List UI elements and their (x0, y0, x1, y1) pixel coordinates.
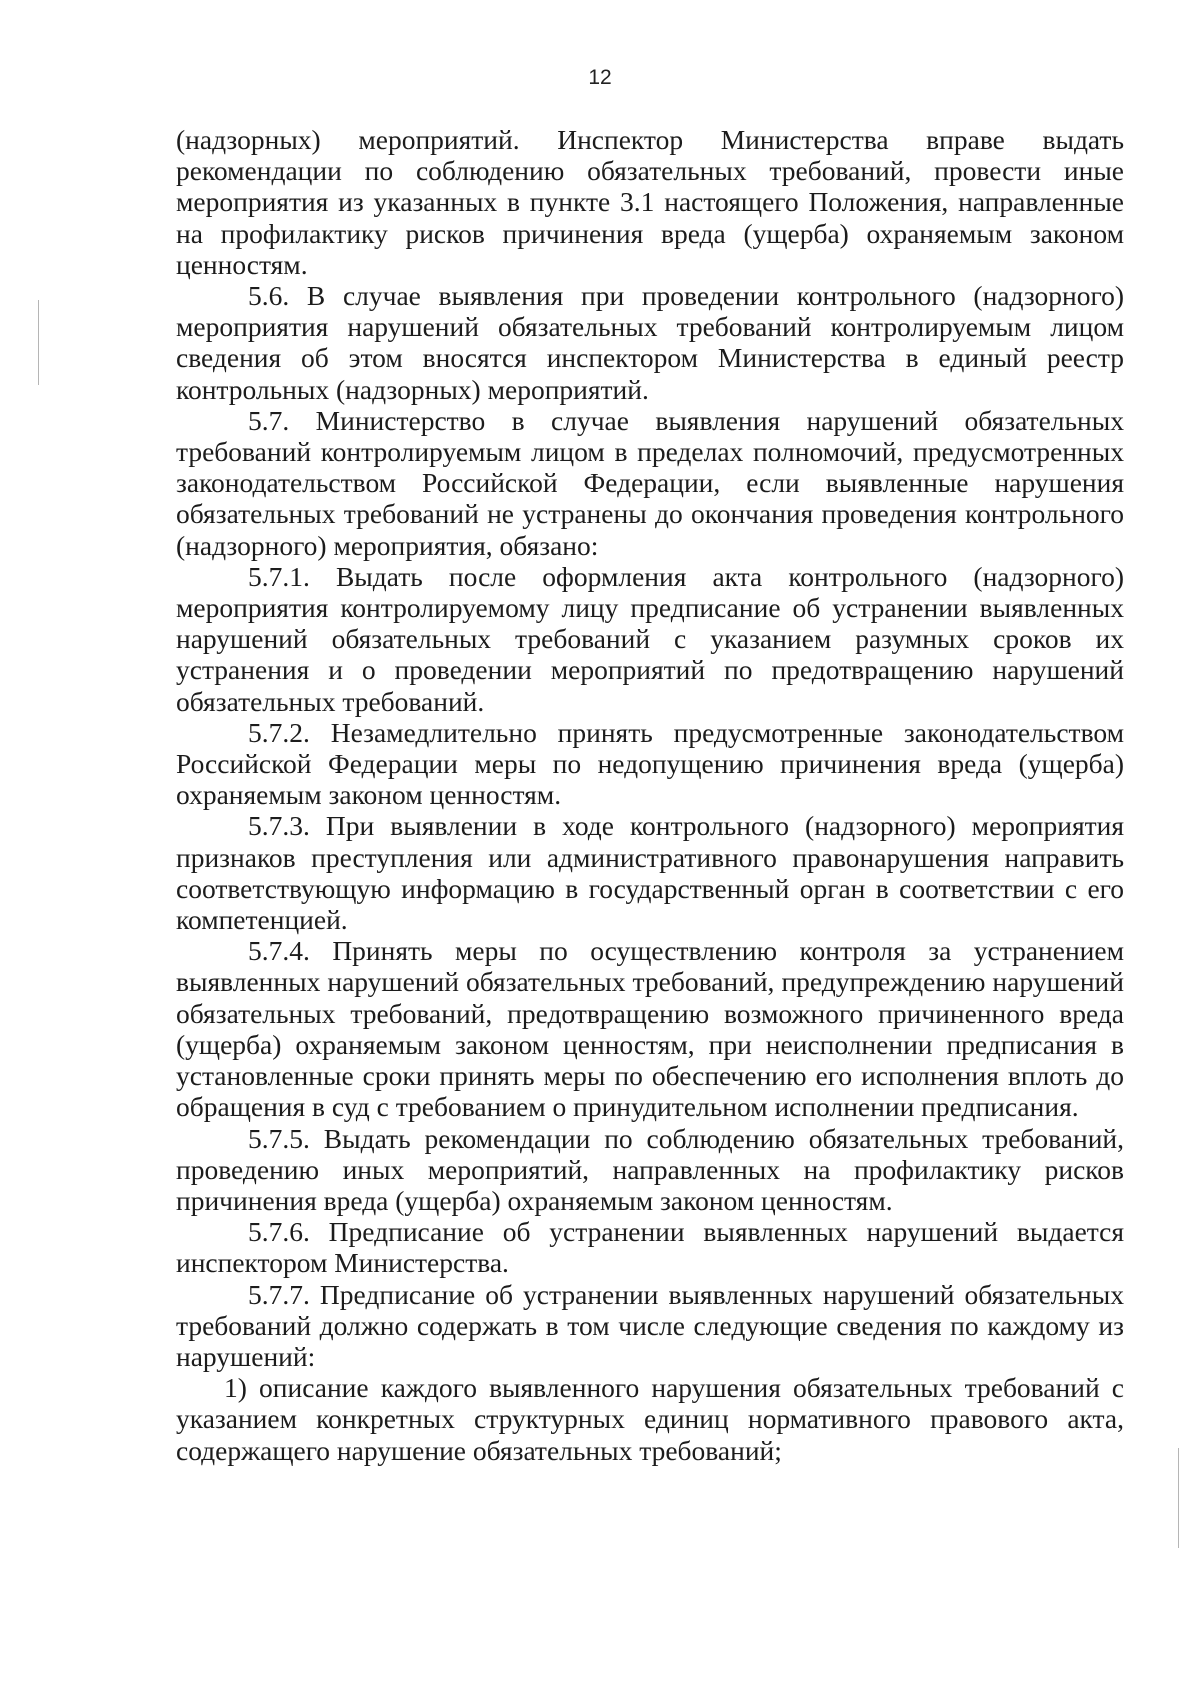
paragraph-5-7: 5.7. Министерство в случае выявления нарушений обязательных требований контролируемым лицом в пределах полномочий, предусмотренных законодательством Российской Федерации, если выявленные нарушения обязательных требований не устранены до окончания проведения контрольного (надзорного) мероприятия, обязано: (176, 404, 1124, 561)
paragraph-5-6: 5.6. В случае выявления при проведении контрольного (надзорного) мероприятия нарушений обязательных требований контролируемым лицом сведения об этом вносятся инспектором Министерства в единый реестр контрольных (надзорных) мероприятий. (176, 280, 1124, 405)
paragraph-5-7-2: 5.7.2. Незамедлительно принять предусмотренные законодательством Российской Федерации меры по недопущению причинения вреда (ущерба) охраняемым законом ценностям. (176, 716, 1124, 811)
page-number: 12 (588, 66, 612, 89)
paragraph-5-7-6: 5.7.6. Предписание об устранении выявленных нарушений выдается инспектором Министерства. (176, 1216, 1124, 1279)
paragraph-5-7-4: 5.7.4. Принять меры по осуществлению контроля за устранением выявленных нарушений обязательных требований, предупреждению нарушений обязательных требований, предотвращению возможного причиненного вреда (ущерба) охраняемым законом ценностям, при неисполнении предписания в установленные сроки принять меры по обеспечению его исполнения вплоть до обращения в суд с требованием о принудительном исполнении предписания. (176, 935, 1124, 1123)
scan-margin-mark-right (1178, 1448, 1179, 1548)
paragraph-5-7-3: 5.7.3. При выявлении в ходе контрольного (надзорного) мероприятия признаков преступления или административного правонарушения направить соответствующую информацию в государственный орган в соответствии с его компетенцией. (176, 810, 1124, 936)
paragraph-5-7-1: 5.7.1. Выдать после оформления акта контрольного (надзорного) мероприятия контролируемому лицу предписание об устранении выявленных нарушений обязательных требований с указанием разумных сроков их устранения и о проведении мероприятий по предотвращению нарушений обязательных требований. (176, 560, 1124, 717)
paragraph-5-7-5: 5.7.5. Выдать рекомендации по соблюдению обязательных требований, проведению иных мероприятий, направленных на профилактику рисков причинения вреда (ущерба) охраняемым законом ценностям. (176, 1122, 1124, 1216)
paragraph-continuation: (надзорных) мероприятий. Инспектор Министерства вправе выдать рекомендации по соблюдению обязательных требований, провести иные мероприятия из указанных в пункте 3.1 настоящего Положения, направленные на профилактику рисков причинения вреда (ущерба) охраняемым законом ценностям. (176, 124, 1124, 280)
scan-margin-mark-left (38, 300, 39, 385)
paragraph-5-7-7: 5.7.7. Предписание об устранении выявленных нарушений обязательных требований должно содержать в том числе следующие сведения по каждому из нарушений: (176, 1278, 1124, 1372)
list-item-1: 1) описание каждого выявленного нарушения обязательных требований с указанием конкретных структурных единиц нормативного правового акта, содержащего нарушение обязательных требований; (176, 1372, 1124, 1466)
document-body (176, 124, 1124, 1466)
